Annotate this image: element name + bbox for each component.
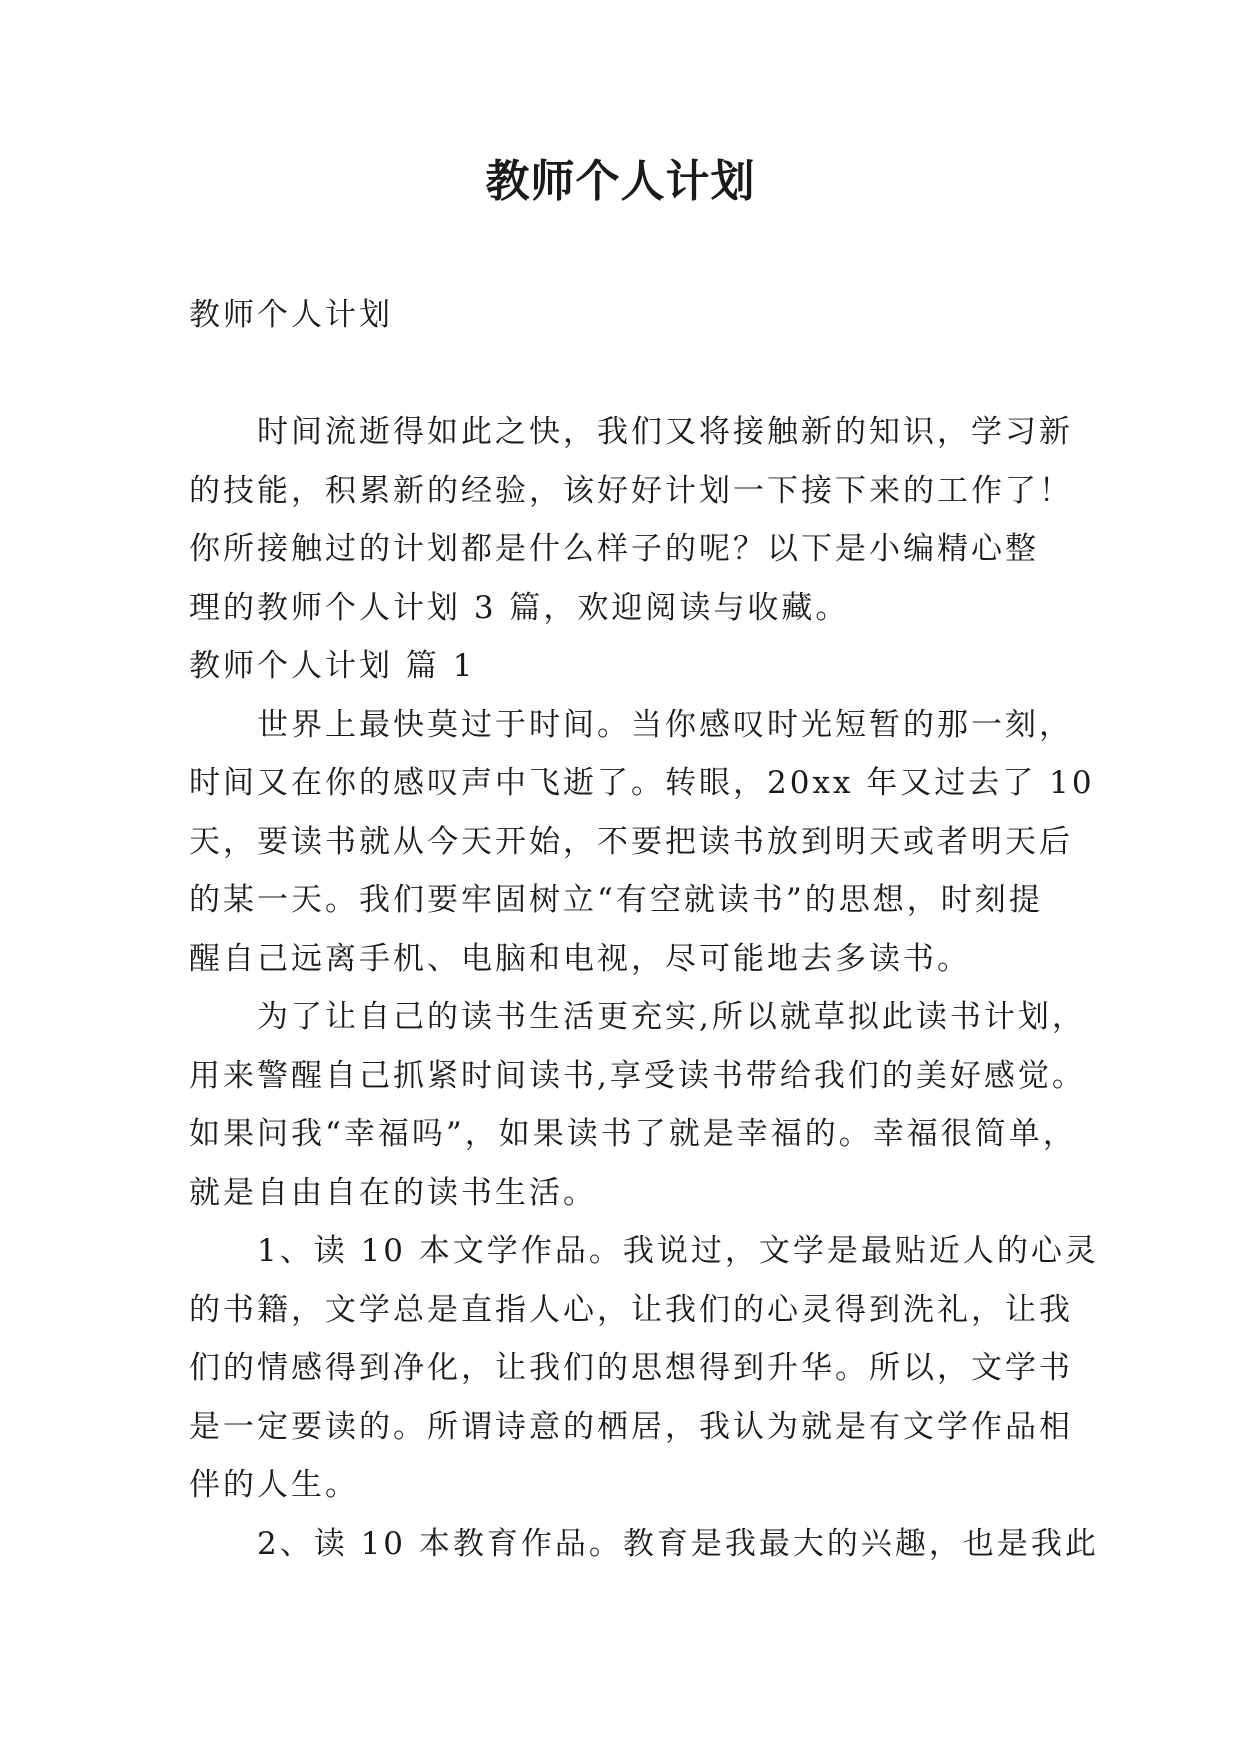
- paragraph: [189, 988, 1086, 1222]
- text-line: 天，要读书就从今天开始，不要把读书放到明天或者明天后: [189, 823, 1073, 860]
- paragraph: [189, 1222, 1099, 1515]
- paragraph: [189, 1515, 1099, 1574]
- text-line: 醒自己远离手机、电脑和电视，尽可能地去多读书。: [189, 940, 971, 977]
- text-line: 们的情感得到净化，让我们的思想得到升华。所以，文学书: [189, 1350, 1073, 1386]
- text-line: 时间又在你的感叹声中飞逝了。转眼，20xx 年又过去了 10: [189, 765, 1095, 801]
- text-line: 的某一天。我们要牢固树立“有空就读书”的思想，时刻提: [189, 882, 1043, 918]
- text-line: 你所接触过的计划都是什么样子的呢？以下是小编精心整: [189, 531, 1039, 567]
- document-title: 教师个人计划: [485, 156, 756, 207]
- text-line: 理的教师个人计划 3 篇，欢迎阅读与收藏。: [189, 589, 850, 626]
- text-line: 1、读 10 本文学作品。我说过，文学是最贴近人的心灵: [257, 1233, 1099, 1269]
- text-line: 是一定要读的。所谓诗意的栖居，我认为就是有文学作品相: [189, 1408, 1073, 1445]
- text-line: 用来警醒自己抓紧时间读书,享受读书带给我们的美好感觉。: [189, 1057, 1086, 1094]
- text-line: 的技能，积累新的经验，该好好计划一下接下来的工作了！: [189, 472, 1073, 509]
- text-line: 世界上最快莫过于时间。当你感叹时光短暂的那一刻，: [257, 706, 1073, 743]
- document-subtitle: 教师个人计划: [189, 297, 393, 333]
- text-line: 伴的人生。: [189, 1467, 359, 1503]
- intro-paragraph: [189, 403, 1073, 637]
- text-line: 的书籍，文学总是直指人心，让我们的心灵得到洗礼，让我: [189, 1291, 1073, 1328]
- text-line: 为了让自己的读书生活更充实,所以就草拟此读书计划，: [257, 999, 1086, 1035]
- text-line: 时间流逝得如此之快，我们又将接触新的知识，学习新: [257, 414, 1073, 450]
- text-line: 2、读 10 本教育作品。教育是我最大的兴趣，也是我此: [257, 1525, 1099, 1562]
- text-line: 就是自由自在的读书生活。: [189, 1174, 597, 1211]
- text-line: 如果问我“幸福吗”，如果读书了就是幸福的。幸福很简单，: [189, 1116, 1077, 1152]
- paragraph: [189, 696, 1095, 989]
- section-heading: 教师个人计划 篇 1: [189, 648, 476, 684]
- blank-line: [189, 345, 1055, 404]
- document-body: [189, 286, 1099, 1573]
